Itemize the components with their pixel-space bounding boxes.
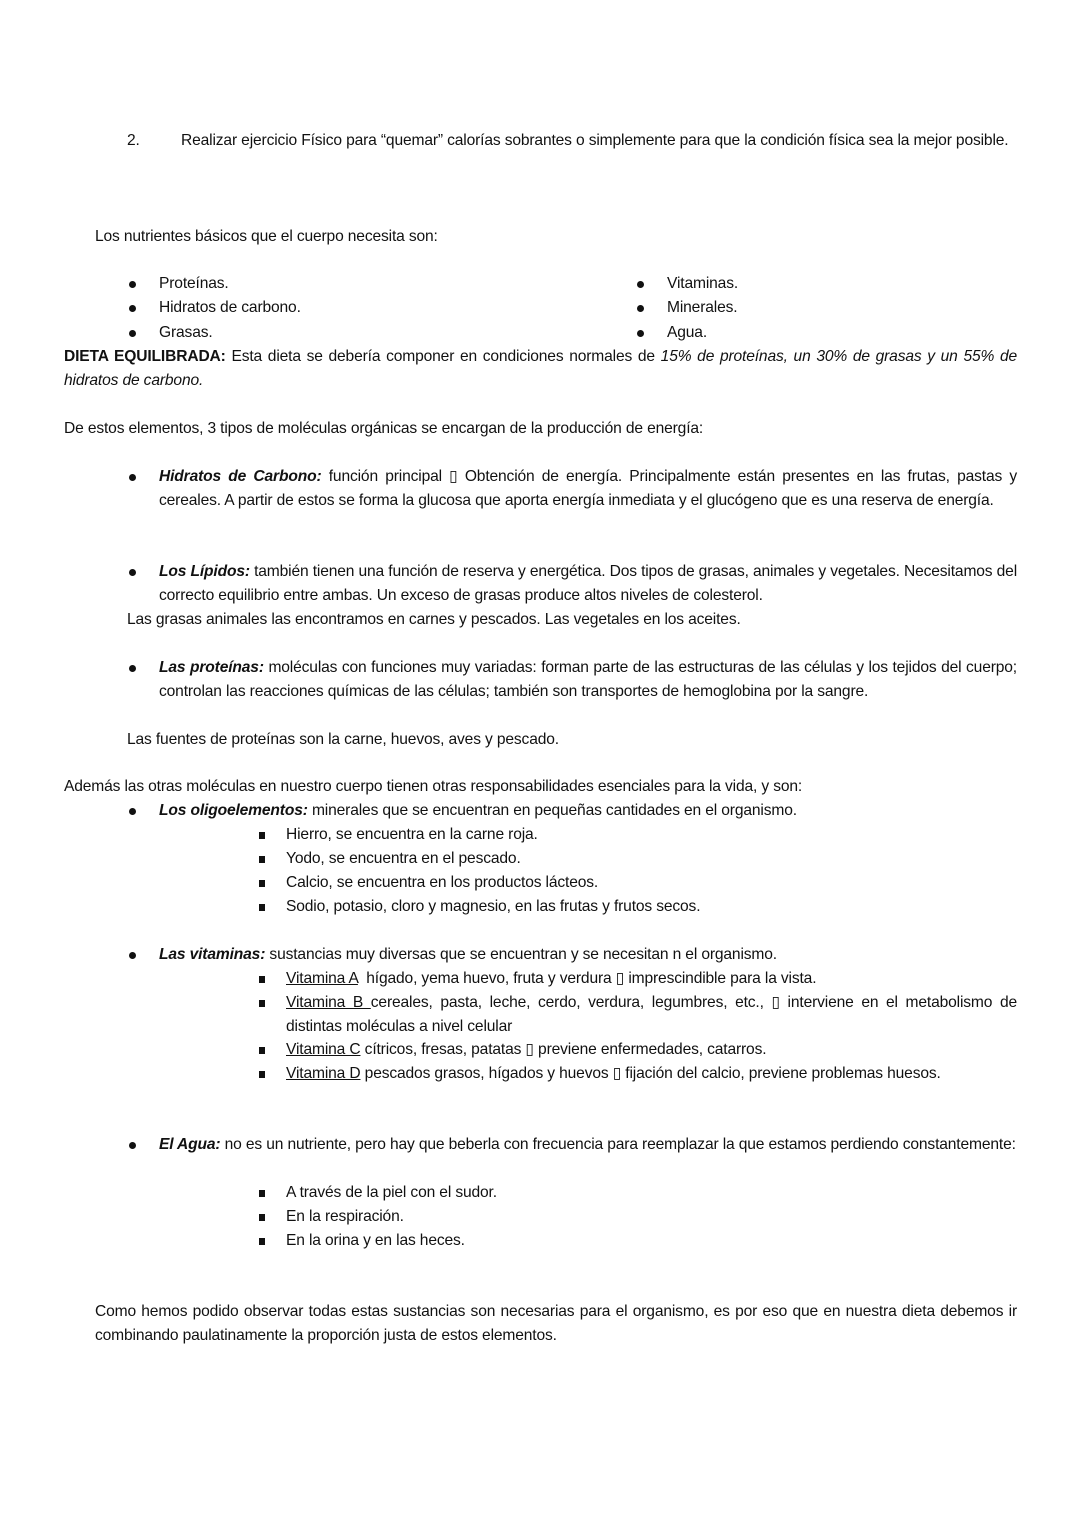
vitamin-d (286, 1062, 1017, 1086)
vitamin-text: pescados grasos, hígados y huevos ▯ fijación del calcio, previene problemas huesos. (360, 1065, 941, 1082)
balanced-diet-proportions: 15% de proteínas, un 30% de grasas y un 55% de hidratos de carbono. (64, 348, 1017, 389)
item-text: minerales que se encuentran en pequeñas cantidades en el organismo. (307, 802, 797, 819)
sub-item: En la orina y en las heces. (286, 1229, 465, 1253)
vitamin-name: Vitamina B (286, 994, 371, 1011)
vitamin-c (286, 1038, 1017, 1062)
energy-intro: De estos elementos, 3 tipos de moléculas orgánicas se encargan de la producción de energía: (64, 420, 704, 437)
nutrient-item: Vitaminas. (667, 272, 738, 296)
exercise-item: Realizar ejercicio Físico para “quemar” calorías sobrantes o simplemente para que la condición física sea la mejor posible. (181, 132, 1009, 149)
balanced-diet-paragraph (64, 345, 1017, 393)
item-label: Las vitaminas: (159, 946, 266, 963)
balanced-diet-label: DIETA EQUILIBRADA: (64, 348, 226, 365)
nutrient-item: Grasas. (159, 321, 213, 345)
balanced-diet-text: Esta dieta se debería componer en condiciones normales de (225, 348, 661, 365)
proteins-note: Las fuentes de proteínas son la carne, huevos, aves y pescado. (127, 731, 559, 748)
carbohydrates-item (159, 465, 1017, 513)
sub-item: Sodio, potasio, cloro y magnesio, en las frutas y frutos secos. (286, 895, 700, 919)
lipids-note: Las grasas animales las encontramos en carnes y pescados. Las vegetales en los aceites. (127, 611, 741, 628)
item-label: Los Lípidos: (159, 563, 250, 580)
item-label: Hidratos de Carbono: (159, 468, 322, 485)
vitamin-b (286, 991, 1017, 1039)
sub-item: Hierro, se encuentra en la carne roja. (286, 823, 538, 847)
vitamin-name: Vitamina C (286, 1041, 361, 1058)
nutrient-item: Proteínas. (159, 272, 229, 296)
item-label: El Agua: (159, 1136, 221, 1153)
sub-item: En la respiración. (286, 1205, 404, 1229)
conclusion-paragraph: Como hemos podido observar todas estas sustancias son necesarias para el organismo, es por eso que en nuestra dieta debemos ir combinando paulatinamente la proporción justa de estos elementos. (95, 1303, 1017, 1344)
other-molecules-intro: Además las otras moléculas en nuestro cuerpo tienen otras responsabilidades esenciales para la vida, y son: (64, 778, 803, 795)
list-number: 2. (127, 132, 140, 149)
sub-item: A través de la piel con el sudor. (286, 1181, 497, 1205)
vitamin-name: Vitamina A (286, 970, 358, 987)
nutrients-intro: Los nutrientes básicos que el cuerpo necesita son: (95, 228, 438, 245)
item-text: sustancias muy diversas que se encuentran y se necesitan n el organismo. (265, 946, 777, 963)
vitamin-text: hígado, yema huevo, fruta y verdura ▯ imprescindible para la vista. (357, 970, 817, 987)
item-label: Las proteínas: (159, 659, 264, 676)
item-text: moléculas con funciones muy variadas: forman parte de las estructuras de las células y los tejidos del cuerpo; controlan las reacciones químicas de las células; también son transportes de hemoglobina por la sangre. (159, 659, 1017, 700)
vitamins-item (159, 943, 1017, 967)
item-label: Los oligoelementos: (159, 802, 308, 819)
trace-elements-item (159, 799, 1017, 823)
vitamin-text: cereales, pasta, leche, cerdo, verdura, legumbres, etc., ▯ interviene en el metabolismo de distintas moléculas a nivel celular (286, 994, 1017, 1035)
nutrient-item: Hidratos de carbono. (159, 296, 301, 320)
vitamin-a (286, 967, 1017, 991)
lipids-item (159, 560, 1017, 608)
vitamin-text: cítricos, fresas, patatas ▯ previene enfermedades, catarros. (360, 1041, 767, 1058)
nutrient-item: Minerales. (667, 296, 737, 320)
proteins-item (159, 656, 1017, 704)
item-text: función principal ▯ Obtención de energía. Principalmente están presentes en las frutas, pastas y cereales. A partir de estos se forma la glucosa que aporta energía inmediata y el glucógeno que es una reserva de energía. (159, 468, 1017, 509)
item-text: también tienen una función de reserva y energética. Dos tipos de grasas, animales y vegetales. Necesitamos del correcto equilibrio entre ambas. Un exceso de grasas produce altos niveles de colesterol. (159, 563, 1018, 604)
item-text: no es un nutriente, pero hay que beberla con frecuencia para reemplazar la que estamos perdiendo constantemente: (220, 1136, 1016, 1153)
vitamin-name: Vitamina D (286, 1065, 361, 1082)
nutrient-item: Agua. (667, 321, 707, 345)
sub-item: Calcio, se encuentra en los productos lácteos. (286, 871, 598, 895)
water-item (159, 1133, 1017, 1157)
sub-item: Yodo, se encuentra en el pescado. (286, 847, 521, 871)
